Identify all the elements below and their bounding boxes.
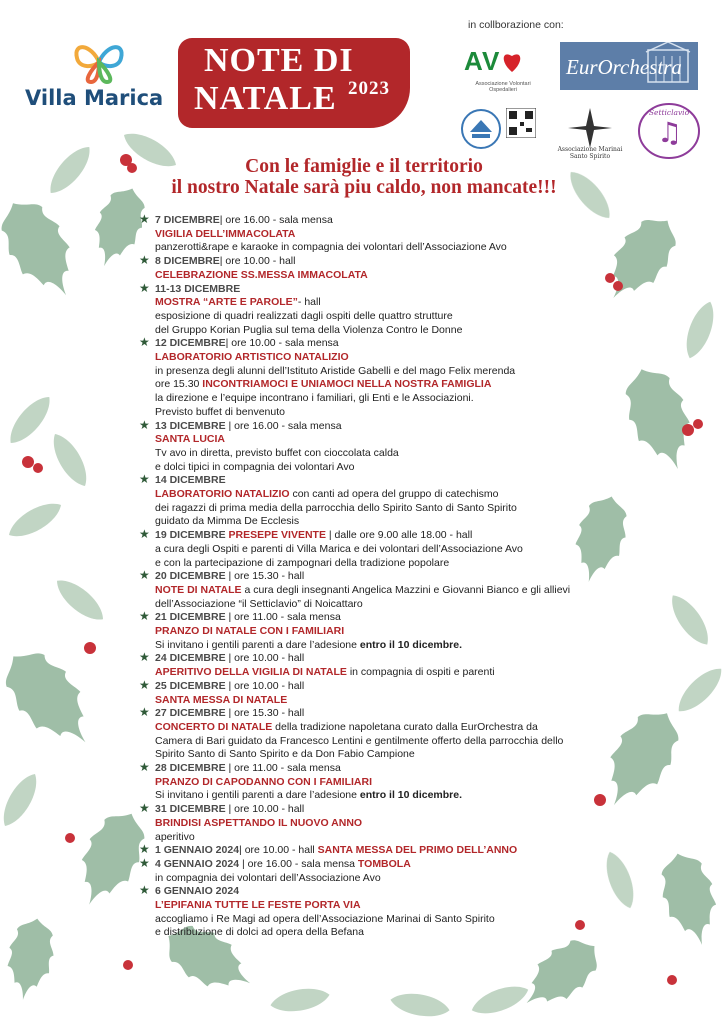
event-text: e con la partecipazione di zampognari della tradizione popolare xyxy=(155,556,450,569)
event-text: dei ragazzi di prima media della parrocchia dello Spirito Santo di Santo Spirito xyxy=(155,501,517,514)
event-detail-line xyxy=(155,514,299,528)
event-text: | ore 16.00 - sala mensa xyxy=(225,419,342,432)
event-detail-line xyxy=(155,788,462,802)
event-text: a cura degli Ospiti e parenti di Villa Marica e dei volontari dell’Associazione Avo xyxy=(155,542,523,555)
event-detail-line xyxy=(155,309,453,323)
title-line-2: NATALE xyxy=(194,80,337,117)
event-detail-line xyxy=(155,665,495,679)
event-text: | ore 16.00 - sala mensa xyxy=(239,857,358,870)
svg-text:♫: ♫ xyxy=(657,116,683,149)
event-text: | ore 10.00 - hall xyxy=(225,803,305,816)
event-title: PRESEPE VIVENTE xyxy=(225,529,326,542)
event-date-line xyxy=(155,282,240,296)
event-text: in compagnia dei volontari dell’Associazione Avo xyxy=(155,871,381,884)
event-detail-line xyxy=(155,898,361,912)
event-detail-line xyxy=(155,638,462,652)
event-text: | ore 10.00 - hall xyxy=(219,255,296,268)
star-bullet-icon: ★ xyxy=(139,609,150,624)
setticlavio-name: Setticlavio xyxy=(648,108,690,117)
event-detail-line xyxy=(155,693,287,707)
event-detail-line xyxy=(155,268,368,282)
event-detail-line xyxy=(155,556,449,570)
event-text: accogliamo i Re Magi ad opera dell’Associazione Marinai di Santo Spirito xyxy=(155,912,495,925)
event-text: con canti ad opera del gruppo di catechismo xyxy=(289,488,499,500)
event-detail-line xyxy=(155,597,363,611)
event-text: Previsto buffet di benvenuto xyxy=(155,405,285,418)
event-date-line xyxy=(155,473,226,487)
event-title: SANTA MESSA DEL PRIMO DELL’ANNO xyxy=(317,844,518,857)
event-title: PRANZO DI NATALE CON I FAMILIARI xyxy=(155,625,345,637)
event-date: 31 DICEMBRE xyxy=(155,803,226,816)
subtitle-line-1: Con le famiglie e il territorio xyxy=(245,156,483,177)
event-date-line xyxy=(155,569,304,583)
event-date: 11-13 DICEMBRE xyxy=(155,282,241,295)
star-bullet-icon: ★ xyxy=(139,212,150,226)
event-date: 14 DICEMBRE xyxy=(155,474,226,487)
event-title: L’EPIFANIA TUTTE LE FESTE PORTA VIA xyxy=(155,899,361,911)
event-date: 28 DICEMBRE xyxy=(155,762,226,774)
star-bullet-icon: ★ xyxy=(139,842,150,857)
event-detail-line xyxy=(155,501,517,515)
event-date: 6 GENNAIO 2024 xyxy=(155,885,240,898)
event-date-line xyxy=(155,843,517,857)
event-detail-line xyxy=(155,446,399,460)
event-date: 25 DICEMBRE xyxy=(155,679,226,692)
event-date: 27 DICEMBRE xyxy=(155,707,226,720)
eurorchestra-name: EurOrchestra xyxy=(566,55,682,79)
star-bullet-icon: ★ xyxy=(139,801,150,816)
star-bullet-icon: ★ xyxy=(139,650,150,665)
event-detail-line xyxy=(155,925,364,939)
event-detail-line xyxy=(155,323,462,337)
star-bullet-icon: ★ xyxy=(139,280,150,295)
event-text: | ore 10.00 - hall xyxy=(239,844,318,857)
event-date: 1 GENNAIO 2024 xyxy=(155,844,240,857)
event-date: 13 DICEMBRE xyxy=(155,419,226,432)
event-title: CELEBRAZIONE SS.MESSA IMMACOLATA xyxy=(155,268,368,281)
event-detail-line xyxy=(155,227,295,241)
collaboration-label: in collborazione con: xyxy=(468,19,564,31)
event-text: | ore 11.00 - sala mensa xyxy=(225,762,341,774)
event-date-line xyxy=(155,610,341,624)
avo-subtitle: Associazione Volontari Ospedalieri xyxy=(475,81,531,93)
event-text: Si invitano i gentili parenti a dare l’adesione xyxy=(155,789,360,802)
star-bullet-icon: ★ xyxy=(139,855,150,870)
event-detail-line xyxy=(155,350,349,364)
event-date: 20 DICEMBRE xyxy=(155,570,226,583)
event-date: 4 GENNAIO 2024 xyxy=(155,857,240,870)
star-bullet-icon: ★ xyxy=(139,677,150,692)
marinai-name: Associazione Marinai Santo Spirito xyxy=(557,146,623,160)
event-date-line xyxy=(155,336,339,350)
event-title: PRANZO DI CAPODANNO CON I FAMILIARI xyxy=(155,775,372,788)
event-text: in presenza degli alunni dell’Istituto Aristide Gabelli e del mago Felix merenda xyxy=(155,364,516,377)
star-bullet-icon: ★ xyxy=(139,417,150,432)
event-text: | ore 10.00 - sala mensa xyxy=(225,337,339,350)
event-date: 12 DICEMBRE xyxy=(155,337,226,350)
event-title: MOSTRA “ARTE E PAROLE” xyxy=(155,296,298,309)
star-bullet-icon: ★ xyxy=(139,760,150,774)
event-date-line xyxy=(155,706,304,720)
event-text: ore 15.30 xyxy=(155,378,203,391)
event-text: | dalle ore 9.00 alle 18.00 - hall xyxy=(325,529,473,542)
event-detail-line xyxy=(155,583,570,597)
event-date: 24 DICEMBRE xyxy=(155,652,226,665)
event-text: della tradizione napoletana curato dalla EurOrchestra da xyxy=(272,720,538,733)
event-text: del Gruppo Korian Puglia sul tema della Violenza Contro le Donne xyxy=(155,323,463,336)
star-bullet-icon: ★ xyxy=(139,253,150,268)
event-detail-line xyxy=(155,295,321,309)
event-text: in compagnia di ospiti e parenti xyxy=(346,666,495,679)
star-bullet-icon: ★ xyxy=(139,705,150,720)
event-text: a cura degli insegnanti Angelica Mazzini e Giovanni Bianco e gli allievi xyxy=(241,583,571,596)
event-title: INCONTRIAMOCI E UNIAMOCI NELLA NOSTRA FAMIGLIA xyxy=(202,378,492,391)
svg-text:A: A xyxy=(464,46,483,76)
event-title: CONCERTO DI NATALE xyxy=(155,720,273,733)
event-text: Si invitano i gentili parenti a dare l’adesione xyxy=(155,638,360,651)
event-detail-line xyxy=(155,720,538,734)
event-date: 21 DICEMBRE xyxy=(155,611,226,624)
event-detail-line xyxy=(155,432,225,446)
event-detail-line xyxy=(155,871,381,885)
event-text: | ore 11.00 - sala mensa xyxy=(225,611,341,624)
event-date-line xyxy=(155,419,342,433)
event-text: entro il 10 dicembre. xyxy=(359,789,463,802)
event-detail-line xyxy=(155,405,285,419)
event-text: dell’Associazione “il Setticlavio” di Noicattaro xyxy=(155,597,363,610)
star-bullet-icon: ★ xyxy=(139,472,150,487)
event-title: LABORATORIO ARTISTICO NATALIZIO xyxy=(155,351,349,363)
event-date: 19 DICEMBRE xyxy=(155,529,226,542)
event-text: panzerotti&rape e karaoke in compagnia dei volontari dell’Associazione Avo xyxy=(155,241,507,254)
star-bullet-icon: ★ xyxy=(139,335,150,350)
event-detail-line xyxy=(155,734,563,748)
event-text: esposizione di quadri realizzati dagli ospiti delle quattro strutture xyxy=(155,309,453,322)
event-text: Tv avo in diretta, previsto buffet con cioccolata calda xyxy=(155,446,399,459)
event-text: | ore 10.00 - hall xyxy=(225,652,305,665)
event-detail-line xyxy=(155,775,372,789)
star-bullet-icon: ★ xyxy=(139,568,150,583)
event-date-line xyxy=(155,679,304,693)
event-text: aperitivo xyxy=(155,830,195,843)
event-detail-line xyxy=(155,816,362,830)
event-title: LABORATORIO NATALIZIO xyxy=(155,488,290,500)
event-text: e distribuzione di dolci ad opera della Befana xyxy=(155,926,364,939)
event-date: 7 DICEMBRE xyxy=(155,214,220,226)
event-detail-line xyxy=(155,912,495,926)
event-title: SANTA MESSA DI NATALE xyxy=(155,693,288,706)
event-date-line xyxy=(155,884,239,898)
event-detail-line xyxy=(155,240,507,254)
title-line-1: NOTE DI xyxy=(204,42,354,79)
event-text: entro il 10 dicembre. xyxy=(359,638,463,651)
title-year: 2023 xyxy=(348,78,390,99)
event-text: | ore 15.30 - hall xyxy=(225,707,305,720)
event-title: TOMBOLA xyxy=(357,857,411,870)
event-title: VIGILIA DELL’IMMACOLATA xyxy=(155,227,296,240)
event-text: | ore 15.30 - hall xyxy=(225,570,305,583)
event-detail-line xyxy=(155,391,474,405)
event-title: SANTA LUCIA xyxy=(155,433,225,446)
event-title: APERITIVO DELLA VIGILIA DI NATALE xyxy=(155,666,347,679)
event-detail-line xyxy=(155,377,491,391)
event-text: | ore 10.00 - hall xyxy=(225,679,305,692)
event-text: guidato da Mimma De Ecclesis xyxy=(155,515,300,528)
logo-name: Villa Marica xyxy=(25,86,164,110)
event-date-line xyxy=(155,802,304,816)
event-detail-line xyxy=(155,460,354,474)
event-text: Spirito Santo di Santo Spirito e da Don Fabio Campione xyxy=(155,748,415,761)
event-date-line xyxy=(155,528,472,542)
event-detail-line xyxy=(155,487,499,501)
event-title: BRINDISI ASPETTANDO IL NUOVO ANNO xyxy=(155,816,363,829)
event-text: Camera di Bari guidato da Francesco Lentini e gentilmente offerto della parrocchia dello xyxy=(155,734,564,747)
event-text: | ore 16.00 - sala mensa xyxy=(219,214,333,226)
event-detail-line xyxy=(155,364,515,378)
event-date-line xyxy=(155,651,304,665)
subtitle-line-2: il nostro Natale sarà piu caldo, non mancate!!! xyxy=(171,177,557,198)
event-text: - hall xyxy=(297,296,321,309)
event-date-line xyxy=(155,254,295,268)
event-date-line xyxy=(155,761,341,775)
event-detail-line xyxy=(155,542,523,556)
event-text: e dolci tipici in compagnia dei volontari Avo xyxy=(155,460,355,473)
event-date-line xyxy=(155,213,333,227)
star-bullet-icon: ★ xyxy=(139,527,150,542)
event-detail-line xyxy=(155,747,415,761)
event-title: NOTE DI NATALE xyxy=(155,583,242,596)
event-date: 8 DICEMBRE xyxy=(155,255,220,268)
event-detail-line xyxy=(155,624,344,638)
event-date-line xyxy=(155,857,411,871)
svg-text:V: V xyxy=(482,46,500,76)
star-bullet-icon: ★ xyxy=(139,883,150,898)
event-text: la direzione e l’equipe incontrano i familiari, gli Enti e le Associazioni. xyxy=(155,392,474,405)
event-detail-line xyxy=(155,830,195,844)
